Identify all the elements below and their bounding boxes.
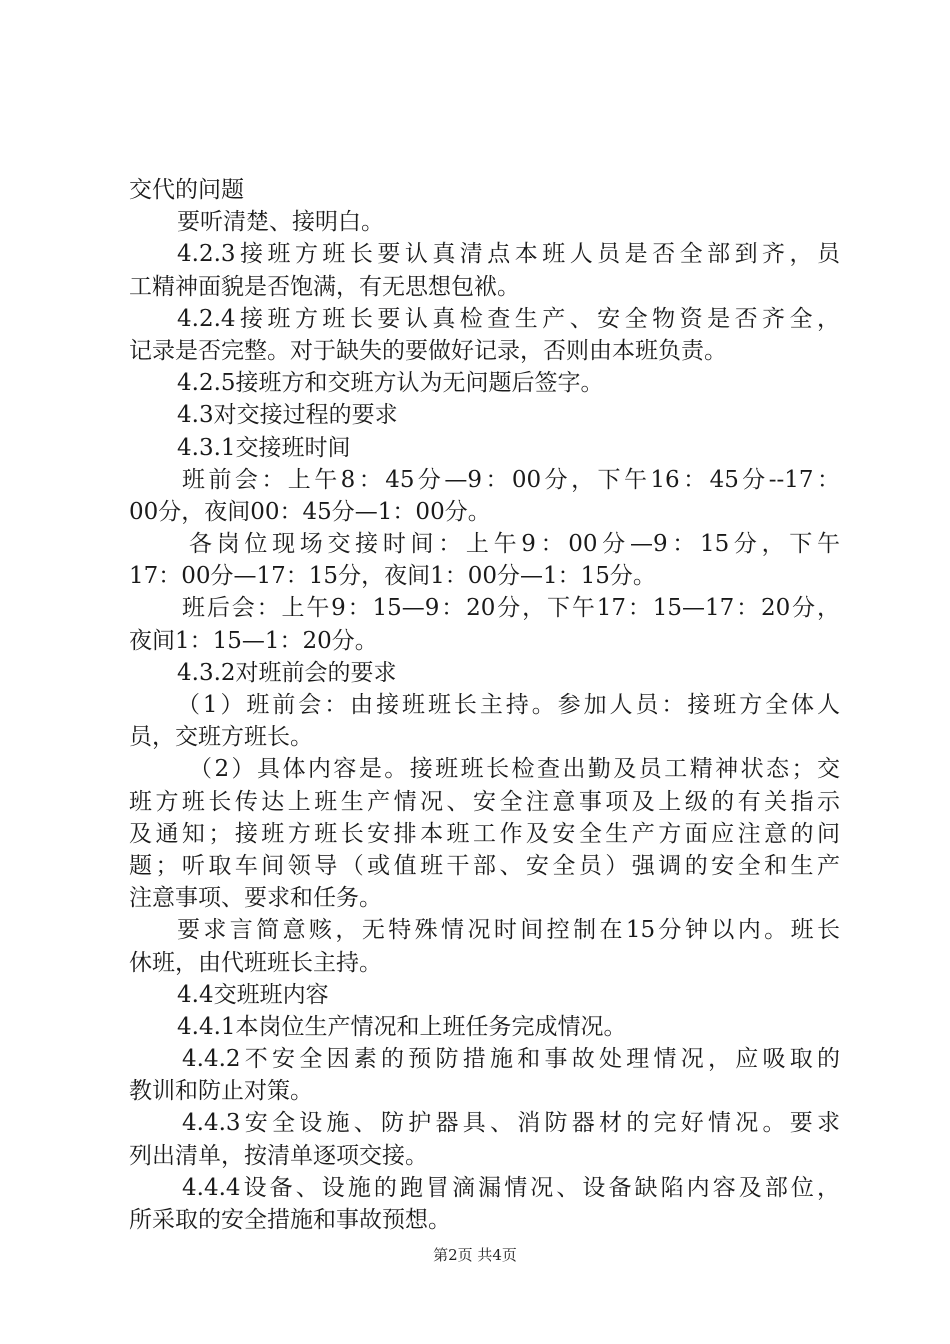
text-line: 交代的问题 [129, 177, 244, 203]
text-line: （1）班前会：由接班班长主持。参加人员：接班方全体人 [177, 692, 840, 718]
text-line: 列出清单，按清单逐项交接。 [129, 1142, 428, 1169]
text-line: 4.4.1本岗位生产情况和上班任务完成情况。 [177, 1013, 627, 1040]
text-line: 员，交班方班长。 [129, 724, 313, 751]
text-line: 及通知；接班方班长安排本班工作及安全生产方面应注意的问 [129, 820, 840, 847]
text-line: 休班，由代班班长主持。 [129, 949, 382, 976]
body-text [129, 174, 840, 1236]
text-line: 4.4交班班内容 [177, 981, 329, 1008]
text-line: 4.4.3安全设施、防护器具、消防器材的完好情况。要求 [182, 1110, 840, 1137]
text-line: 要听清楚、接明白。 [177, 209, 384, 236]
text-line: 4.3.2对班前会的要求 [177, 659, 397, 686]
text-line: 4.3对交接过程的要求 [177, 402, 398, 429]
text-line: 4.2.4接班方班长要认真检查生产、安全物资是否齐全， [177, 305, 840, 332]
page-footer: 第2页 共4页 [433, 1246, 517, 1264]
text-line: 班后会：上午9：15—9：20分，下午17：15—17：20分， [182, 595, 840, 622]
text-line: 教训和防止对策。 [129, 1078, 313, 1105]
text-line: 记录是否完整。对于缺失的要做好记录，否则由本班负责。 [129, 337, 727, 364]
text-line: 4.4.4设备、设施的跑冒滴漏情况、设备缺陷内容及部位， [182, 1174, 840, 1201]
text-line: 4.2.5接班方和交班方认为无问题后签字。 [177, 370, 604, 397]
text-line: 4.2.3接班方班长要认真清点本班人员是否全部到齐，员 [177, 241, 840, 268]
text-line: 要求言简意赅，无特殊情况时间控制在15分钟以内。班长 [177, 917, 840, 944]
text-line: 17：00分—17：15分，夜间1：00分—1：15分。 [129, 563, 656, 590]
text-line: 各岗位现场交接时间：上午9：00分—9：15分，下午 [189, 531, 840, 558]
text-line: 工精神面貌是否饱满，有无思想包袱。 [129, 273, 520, 300]
text-line: 所采取的安全措施和事故预想。 [129, 1207, 451, 1233]
text-line: 4.4.2不安全因素的预防措施和事故处理情况，应吸取的 [182, 1046, 840, 1073]
text-line: 班方班长传达上班生产情况、安全注意事项及上级的有关指示 [129, 788, 840, 815]
text-line: 班前会：上午8：45分—9：00分，下午16：45分--17： [182, 466, 840, 493]
text-line: 夜间1：15—1：20分。 [129, 627, 378, 654]
text-line: （2）具体内容是。接班班长检查出勤及员工精神状态；交 [189, 756, 840, 783]
text-line: 00分，夜间00：45分—1：00分。 [129, 498, 491, 525]
text-line: 注意事项、要求和任务。 [129, 885, 382, 912]
text-line: 题；听取车间领导（或值班干部、安全员）强调的安全和生产 [129, 852, 840, 879]
text-line: 4.3.1交接班时间 [177, 434, 351, 461]
